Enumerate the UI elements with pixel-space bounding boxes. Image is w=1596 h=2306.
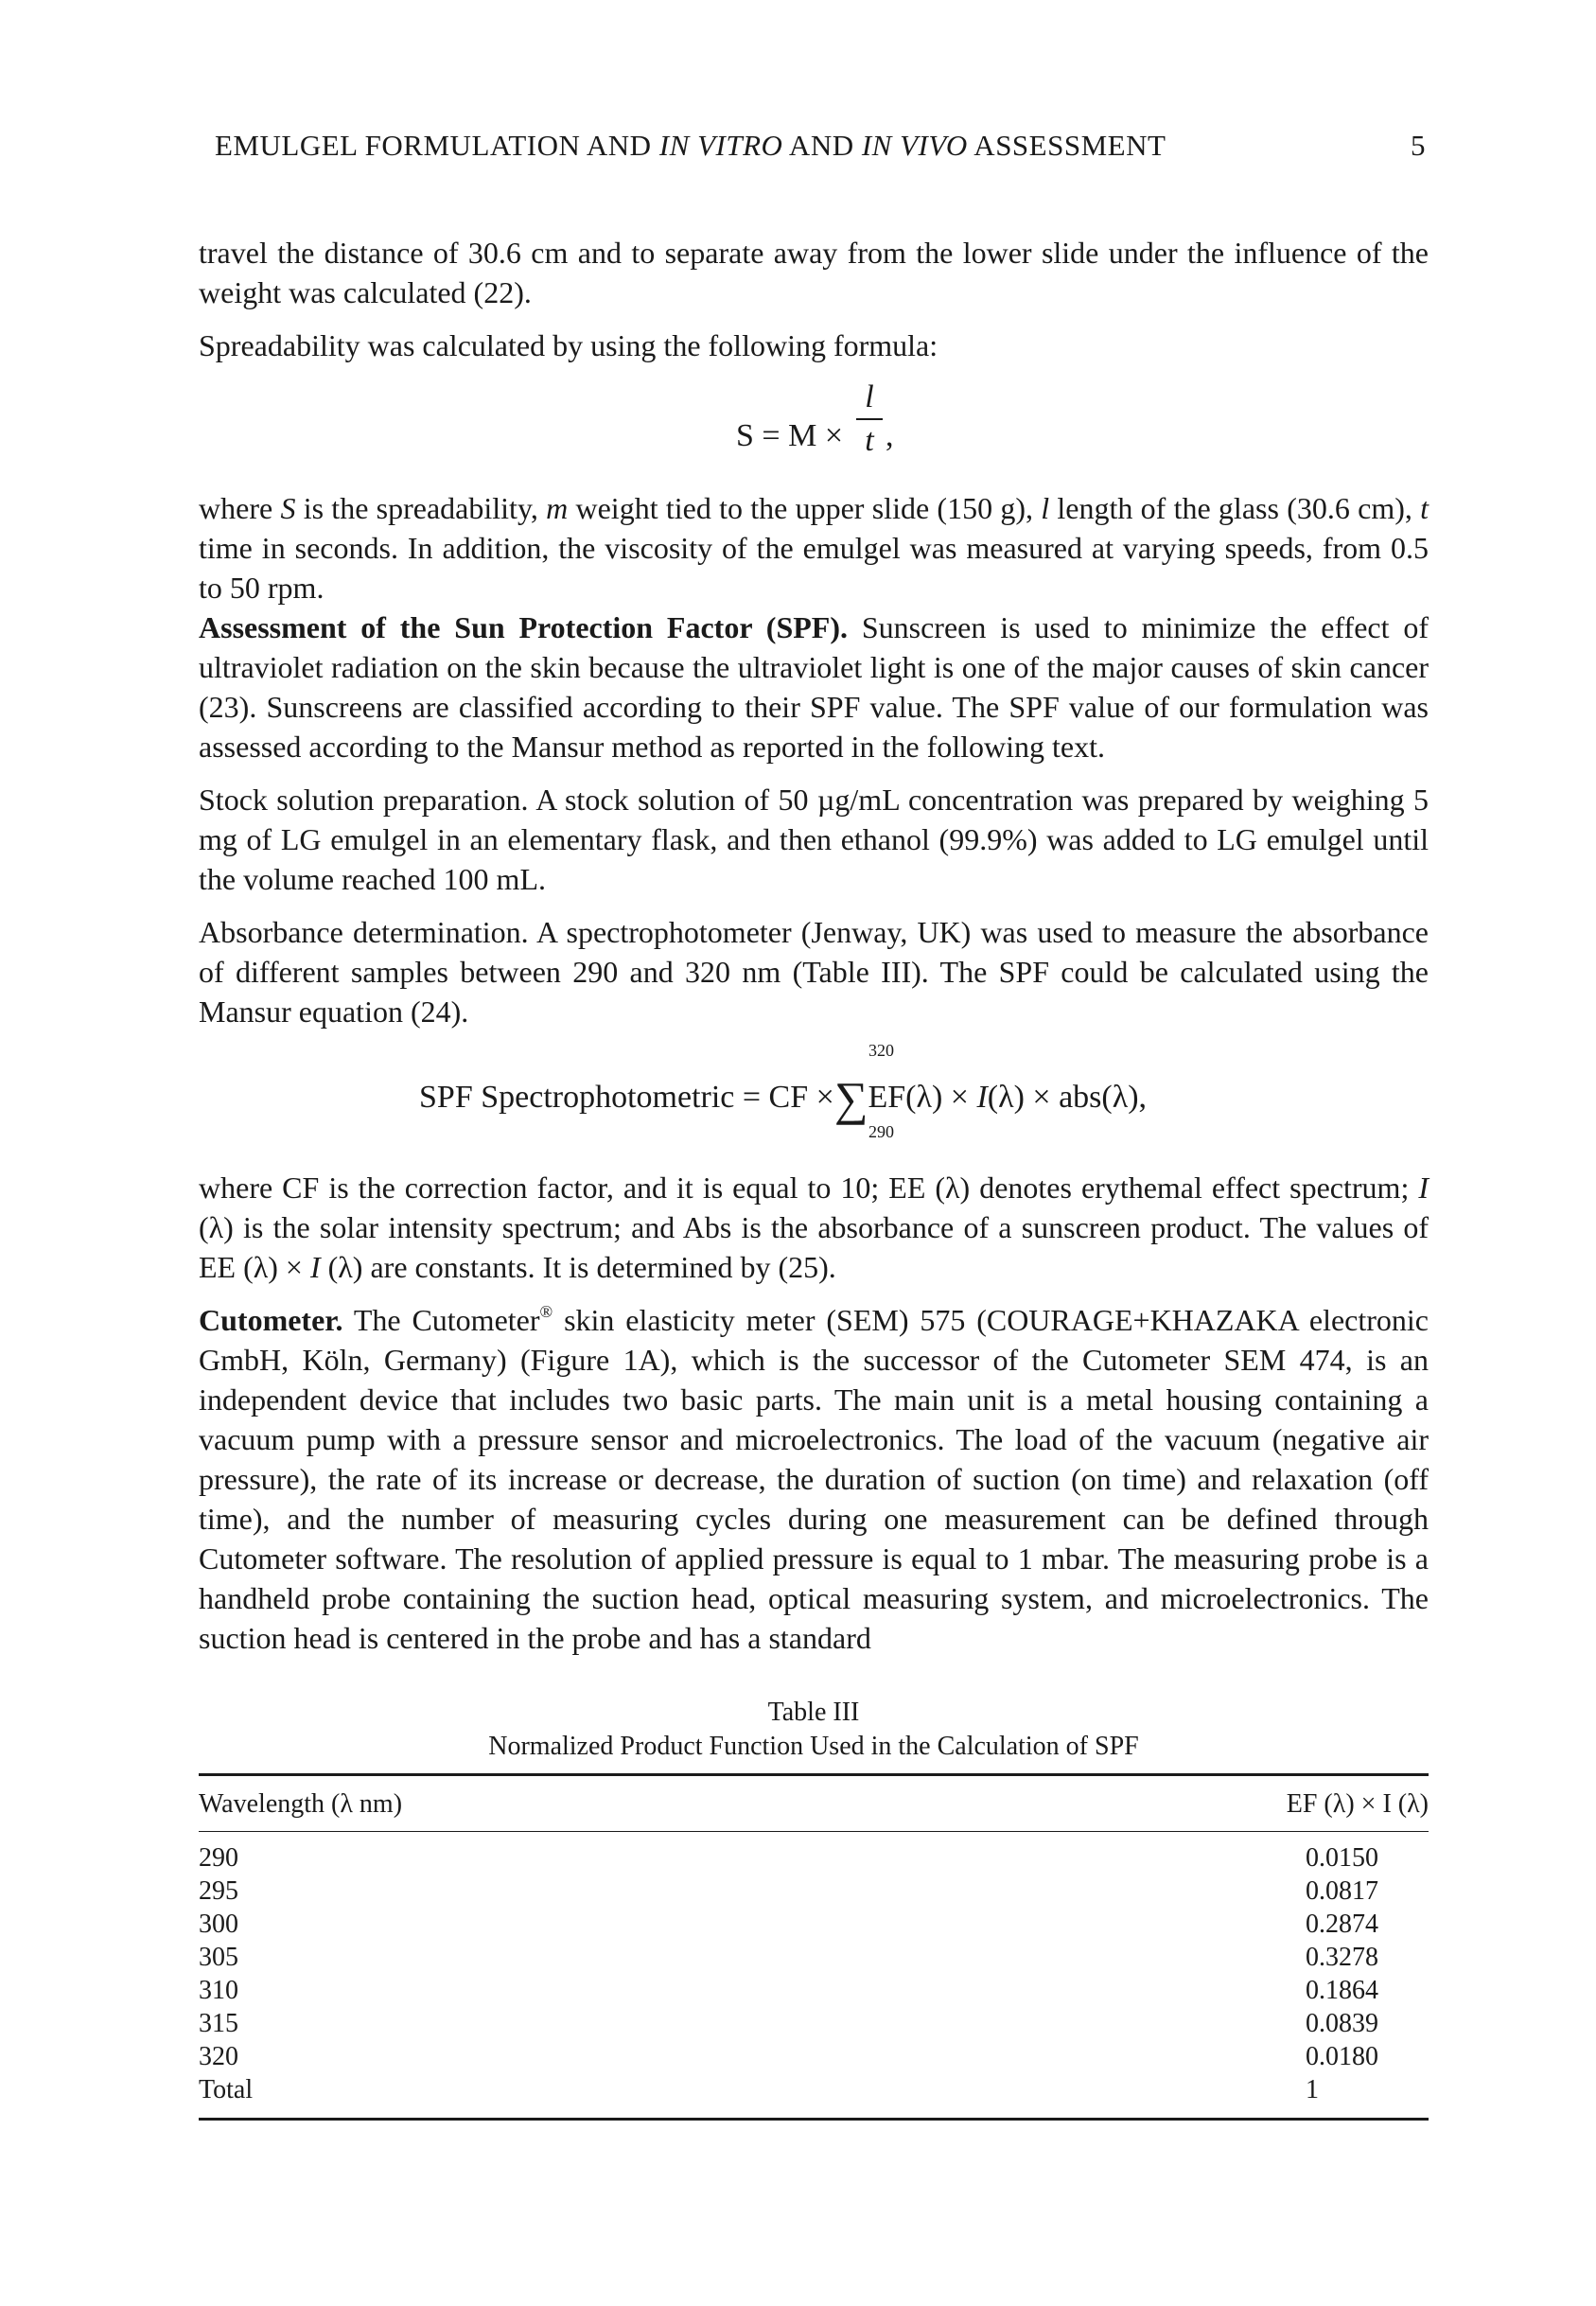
running-head-part: EMULGEL FORMULATION AND — [215, 129, 659, 162]
running-head — [215, 129, 1166, 163]
body-block-3 — [199, 1168, 1429, 1658]
sigma-symbol: ∑ — [833, 1072, 868, 1125]
equation-trail: , — [886, 418, 894, 453]
table-row: 305 0.3278 — [199, 1943, 1378, 1972]
fraction — [856, 378, 883, 460]
paragraph: Stock solution preparation. A stock solution of 50 µg/mL concentration was prepared by weighing 5 mg of LG emulgel in an elementary flask, and then ethanol (99.9%) was added to LG emulgel until the volume reached 100 mL. — [199, 783, 1429, 896]
paragraph: where S is the spreadability, m weight tied to the upper slide (150 g), l length of the glass (30.6 cm), t time in seconds. In addition, the viscosity of the emulgel was measured at varying speeds, from 0.5 to 50 rpm. — [199, 491, 1429, 605]
table-row: 300 0.2874 — [199, 1910, 1378, 1939]
section-heading: Assessment of the Sun Protection Factor (SPF). — [199, 610, 849, 644]
paragraph: Absorbance determination. A spectrophotometer (Jenway, UK) was used to measure the absorbance of different samples between 290 and 320 nm (Table III). The SPF could be calculated using the Mansur equation (24). — [199, 915, 1429, 1029]
paragraph: Cutometer. The Cutometer® skin elasticity meter (SEM) 575 (COURAGE+KHAZAKA electronic GmbH, Köln, Germany) (Figure 1A), which is the successor of the Cutometer SEM 474, is an independent device that includes two basic parts. The main unit is a metal housing containing a vacuum pump with a pressure sensor and microelectronics. The load of the vacuum (negative air pressure), the rate of its increase or decrease, the duration of suction (on time) and relaxation (off time), and the number of measuring cycles during one measurement can be defined through Cutometer software. The resolution of applied pressure is equal to 1 mbar. The measuring probe is a handheld probe containing the suction head, optical measuring system, and microelectronics. The suction head is centered in the probe and has a standard — [199, 1302, 1429, 1655]
paragraph: Assessment of the Sun Protection Factor (SPF). Sunscreen is used to minimize the effect of ultraviolet radiation on the skin because the ultraviolet light is one of the major causes of skin cancer (23). Sunscreens are classified according to their SPF value. The SPF value of our formulation was assessed according to the Mansur method as reported in the following text. — [199, 610, 1429, 764]
sum-lower-limit: 290 — [868, 1122, 894, 1141]
paragraph: travel the distance of 30.6 cm and to separate away from the lower slide under the influence of the weight was calculated (22). — [199, 236, 1429, 309]
table-body — [199, 1832, 1429, 2118]
table-row: 290 0.0150 — [199, 1843, 1378, 1873]
table-row-total: Total 1 — [199, 2075, 1319, 2104]
column-header-ef: EF (λ) × I (λ) — [1286, 1789, 1429, 1819]
table-row: 315 0.0839 — [199, 2009, 1378, 2038]
fraction-numerator: l — [865, 379, 874, 414]
table-number: Table III — [767, 1698, 860, 1727]
table-bottom-rule — [199, 2118, 1429, 2121]
paragraph: where CF is the correction factor, and it is equal to 10; EE (λ) denotes erythemal effect spectrum; I (λ) is the solar intensity spectrum; and Abs is the absorbance of a sunscreen product. The values of EE (λ) × I (λ) are constants. It is determined by (25). — [199, 1171, 1429, 1284]
column-header-wavelength: Wavelength (λ nm) — [199, 1789, 403, 1819]
sum-upper-limit: 320 — [868, 1041, 894, 1060]
table-row: 310 0.1864 — [199, 1976, 1378, 2005]
equation-body: SPF Spectrophotometric = CF ×∑EF(λ) × I(λ) × abs(λ), — [419, 1072, 1148, 1125]
mansur-equation — [419, 1041, 1271, 1145]
table-row: 295 0.0817 — [199, 1876, 1378, 1906]
equation-lhs: S = M × — [736, 418, 843, 453]
table-title: Normalized Product Function Used in the Calculation of SPF — [488, 1732, 1139, 1761]
body-block-2 — [199, 488, 1429, 1031]
table-iii — [199, 1696, 1429, 2121]
running-head-part: AND — [782, 129, 862, 162]
page-number: 5 — [1411, 129, 1426, 162]
running-head-part: ASSESSMENT — [967, 129, 1166, 162]
table-header — [199, 1776, 1429, 1831]
fraction-denominator: t — [865, 423, 874, 458]
paragraph: Spreadability was calculated by using the following formula: — [199, 328, 938, 362]
fraction-bar — [856, 418, 883, 420]
body-block-1 — [199, 233, 1429, 365]
section-heading: Cutometer. — [199, 1303, 343, 1337]
table-row: 320 0.0180 — [199, 2042, 1378, 2071]
running-head-part: IN VITRO — [658, 129, 783, 162]
running-head-part: IN VIVO — [861, 129, 968, 162]
